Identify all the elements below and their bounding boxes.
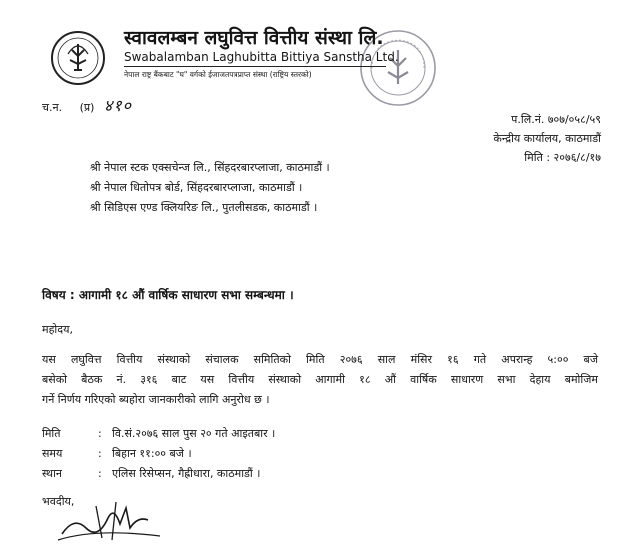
detail-separator: : — [98, 427, 102, 440]
recipient-item: श्री सिडिएस एण्ड क्लियरिङ लि., पुतलीसडक, काठमाडौं । — [90, 201, 318, 214]
dispatch-number: ४१० — [103, 96, 132, 115]
detail-value: बिहान ११:०० बजे । — [112, 447, 192, 460]
meeting-details — [42, 424, 275, 484]
office-location: केन्द्रीय कार्यालय, काठमाडौं — [493, 132, 601, 145]
detail-separator: : — [98, 447, 102, 460]
body-line: गर्ने निर्णय गरिएको ब्यहोरा जानकारीको लागि अनुरोध छ । — [42, 393, 270, 406]
recipient-list — [90, 158, 330, 218]
letter-body — [42, 350, 598, 410]
detail-row-date — [42, 424, 275, 444]
closing: भवदीय, — [42, 495, 75, 508]
letter-subject: विषय : आगामी १८ औं वार्षिक साधारण सभा सम्बन्धमा । — [42, 288, 294, 302]
letter-date: मिति : २०७६/८/१७ — [524, 151, 601, 164]
letterhead-name-english: Swabalamban Laghubitta Bittiya Sanstha Ltd. — [124, 50, 399, 64]
detail-row-time — [42, 444, 275, 464]
dispatch-label: च.न. — [42, 101, 63, 114]
recipient-item: श्री नेपाल स्टक एक्सचेन्ज लि., सिंहदरबारप्लाजा, काठमाडौं । — [90, 161, 330, 174]
detail-label: स्थान — [42, 467, 63, 480]
detail-value: वि.सं.२०७६ साल पुस २० गते आइतबार । — [112, 427, 276, 440]
detail-separator: : — [98, 467, 102, 480]
body-line: बसेको बैठक नं. ३१६ बाट यस वित्तीय संस्थाको आगामी १८ औं वार्षिक साधारण सभा देहाय बमोजिम — [42, 373, 598, 386]
letterhead-divider — [124, 66, 386, 67]
body-line: यस लघुवित्त वित्तीय संस्थाको संचालक समितिको मिति २०७६ साल मंसिर १६ गते अपरान्ह ५:०० बजे — [42, 353, 598, 366]
license-line: नेपाल राष्ट्र बैंकबाट "घ" वर्गको ईजाजतपत्रप्राप्त संस्था (राष्ट्रिय स्तरको) — [124, 70, 312, 79]
detail-label: मिति — [42, 427, 61, 440]
fiscal-reference: प.लि.नं. ७०७/०५८/५९ — [511, 113, 601, 126]
office-info — [493, 110, 601, 167]
recipient-item: श्री नेपाल धितोपत्र बोर्ड, सिंहदरबारप्लाजा, काठमाडौं । — [90, 181, 303, 194]
dispatch-prefix: (प्र) — [79, 101, 95, 114]
handwritten-signature-icon — [56, 498, 166, 544]
detail-row-venue — [42, 464, 275, 484]
letterhead-name-nepali: स्वावलम्बन लघुवित्त वित्तीय संस्था लि. — [124, 27, 384, 49]
salutation: महोदय, — [42, 323, 73, 336]
detail-value: एलिस रिसेप्सन, गैह्रीधारा, काठमाडौं । — [112, 467, 261, 480]
detail-label: समय — [42, 447, 63, 460]
organization-emblem-icon — [50, 30, 106, 86]
dispatch-reference — [42, 94, 132, 116]
